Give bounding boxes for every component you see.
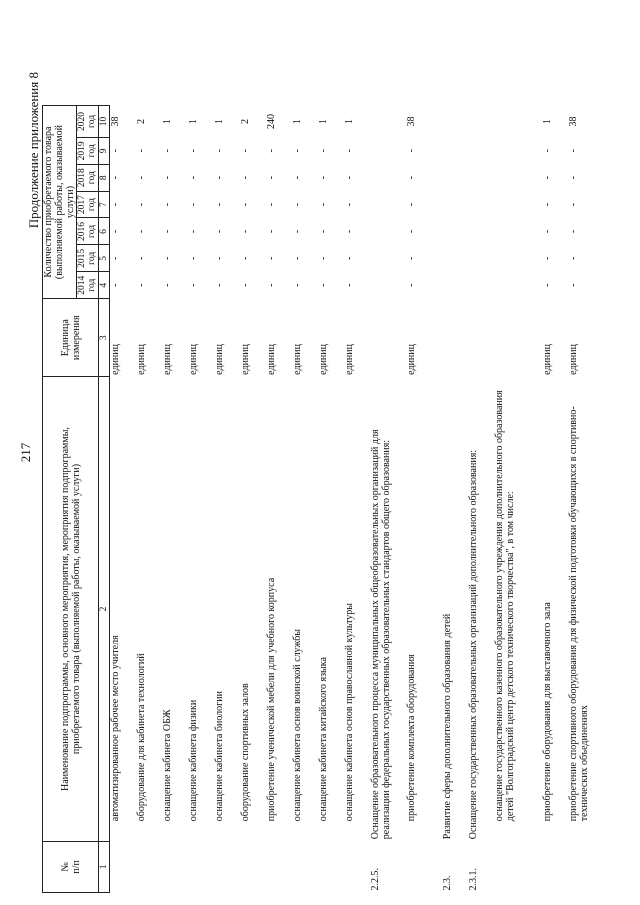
- row-value-7: -: [110, 202, 121, 207]
- row-value-4: -: [135, 283, 147, 287]
- row-unit: единиц: [405, 344, 417, 375]
- row-value-6: -: [187, 229, 199, 234]
- row-value-4: -: [343, 283, 355, 287]
- row-value-6: -: [567, 229, 579, 234]
- row-name: приобретение комплекта оборудования: [405, 654, 417, 822]
- row-value-10: 2: [135, 118, 147, 124]
- column-number-10: 10: [99, 106, 110, 138]
- table-row: [240, 106, 266, 893]
- header-unit: Единица измерения: [43, 299, 99, 377]
- header-year-4: 2018 год: [77, 164, 99, 191]
- row-number: [494, 841, 542, 892]
- row-name: Оснащение образовательного процесса муниципальных общеобразовательных организаций для реализации федеральных государственных образовательных стандартов общего образования:: [369, 429, 392, 840]
- row-value-8: -: [161, 176, 173, 180]
- row-value-9: -: [343, 149, 355, 153]
- table-row: [568, 106, 604, 893]
- row-value-10: [468, 106, 494, 138]
- row-number: [266, 841, 292, 892]
- row-unit: единиц: [541, 344, 553, 375]
- header-year-0: 2014 год: [77, 272, 99, 299]
- continuation-label: Продолжение приложения 8: [26, 72, 41, 229]
- row-value-5: -: [187, 256, 199, 260]
- row-value-7: -: [343, 202, 355, 207]
- table-row: [318, 106, 344, 893]
- row-value-6: -: [317, 229, 329, 234]
- row-name: оснащение кабинета биологии: [213, 691, 225, 822]
- row-value-8: -: [239, 176, 251, 180]
- header-quantity: Количество приобретаемого товара (выполняемой работы, оказываемой услуги): [43, 106, 77, 299]
- row-value-10: 2: [239, 118, 251, 124]
- row-name: оснащение кабинета китайского языка: [317, 657, 329, 822]
- row-value-9: [494, 137, 542, 164]
- row-value-5: -: [135, 256, 147, 260]
- row-value-5: -: [265, 256, 277, 260]
- row-value-7: -: [567, 202, 579, 207]
- row-value-5: -: [291, 256, 303, 260]
- row-value-5: [370, 245, 406, 272]
- row-name: оборудование спортивных залов: [239, 683, 251, 822]
- table-row: [188, 106, 214, 893]
- row-unit: [442, 299, 468, 377]
- row-value-7: -: [317, 202, 329, 207]
- row-number: [214, 841, 240, 892]
- table-row: [214, 106, 240, 893]
- row-value-5: [468, 245, 494, 272]
- row-name: приобретение спортивного оборудования для физической подготовки обучающихся в спортивно-технических объединениях: [567, 406, 590, 822]
- row-name: оборудование для кабинета технологий: [135, 653, 147, 822]
- row-number: 2.3.1.: [467, 868, 479, 891]
- row-value-10: 1: [541, 118, 553, 124]
- row-value-5: -: [239, 256, 251, 260]
- column-number-1: 1: [99, 841, 110, 892]
- row-value-5: -: [567, 256, 579, 260]
- row-name: оснащение государственного казенного образовательного учреждения дополнительного образования детей "Волгоградский центр детского технического творчества", в том числе:: [493, 390, 516, 822]
- header-year-1: 2015 год: [77, 245, 99, 272]
- row-value-6: [370, 218, 406, 245]
- column-number-4: 4: [99, 272, 110, 299]
- row-value-4: -: [567, 283, 579, 287]
- row-value-7: [468, 191, 494, 218]
- row-value-7: [494, 191, 542, 218]
- row-value-9: -: [135, 149, 147, 153]
- table-row: [468, 106, 494, 893]
- row-unit: единиц: [213, 344, 225, 375]
- table-row: [406, 106, 442, 893]
- row-value-10: 1: [343, 118, 355, 124]
- column-number-9: 9: [99, 137, 110, 164]
- row-value-4: -: [541, 283, 553, 287]
- row-unit: единиц: [135, 344, 147, 375]
- row-value-9: [468, 137, 494, 164]
- row-value-6: -: [405, 229, 417, 234]
- row-value-8: -: [110, 176, 121, 180]
- row-value-8: [370, 164, 406, 191]
- table-row: [292, 106, 318, 893]
- row-value-4: -: [239, 283, 251, 287]
- row-name: Развитие сферы дополнительного образования детей: [441, 613, 453, 840]
- row-name: приобретение оборудования для выставочного зала: [541, 602, 553, 822]
- page-number: 217: [18, 442, 33, 463]
- row-value-4: [442, 272, 468, 299]
- row-name: оснащение кабинета основ православной культуры: [343, 602, 355, 822]
- row-number: [568, 841, 604, 892]
- header-year-6: 2020 год: [77, 106, 99, 138]
- row-unit: [494, 299, 542, 377]
- row-value-4: -: [291, 283, 303, 287]
- table-row: [162, 106, 188, 893]
- row-value-5: -: [317, 256, 329, 260]
- row-value-10: 1: [291, 118, 303, 124]
- row-name: автоматизированное рабочее место учителя: [110, 635, 121, 822]
- row-value-9: [442, 137, 468, 164]
- row-value-7: -: [265, 202, 277, 207]
- table-row: [344, 106, 370, 893]
- row-value-7: -: [187, 202, 199, 207]
- row-value-8: -: [213, 176, 225, 180]
- row-unit: единиц: [110, 344, 121, 375]
- table-row: [442, 106, 468, 893]
- row-value-7: [442, 191, 468, 218]
- row-unit: единиц: [291, 344, 303, 375]
- row-value-10: 38: [110, 116, 121, 127]
- row-value-10: 240: [265, 113, 277, 129]
- row-name: оснащение кабинета основ воинской службы: [291, 628, 303, 822]
- row-value-5: -: [110, 256, 121, 260]
- row-value-4: -: [187, 283, 199, 287]
- row-number: [110, 841, 136, 892]
- row-value-9: -: [161, 149, 173, 153]
- header-name: Наименование подпрограммы, основного мероприятия, мероприятия подпрограммы, приобретаемого товара (выполняемой работы, оказываемой услуги): [43, 377, 99, 841]
- column-number-2: 2: [99, 377, 110, 841]
- row-value-7: -: [213, 202, 225, 207]
- row-value-8: -: [343, 176, 355, 180]
- row-value-9: -: [405, 149, 417, 153]
- row-number: [188, 841, 214, 892]
- row-number: [240, 841, 266, 892]
- row-unit: единиц: [317, 344, 329, 375]
- row-value-10: 1: [317, 118, 329, 124]
- header-year-2: 2016 год: [77, 218, 99, 245]
- row-value-9: -: [291, 149, 303, 153]
- column-number-7: 7: [99, 191, 110, 218]
- row-value-6: -: [135, 229, 147, 234]
- row-value-5: -: [343, 256, 355, 260]
- row-number: [318, 841, 344, 892]
- row-value-4: -: [161, 283, 173, 287]
- row-value-10: [494, 106, 542, 138]
- row-value-8: -: [291, 176, 303, 180]
- row-value-7: -: [291, 202, 303, 207]
- row-value-10: [370, 106, 406, 138]
- procurement-table: [42, 105, 604, 893]
- row-unit: единиц: [343, 344, 355, 375]
- row-value-5: -: [405, 256, 417, 260]
- header-year-5: 2019 год: [77, 137, 99, 164]
- table-row: [542, 106, 568, 893]
- row-unit: единиц: [265, 344, 277, 375]
- table-row: [136, 106, 162, 893]
- row-value-7: -: [239, 202, 251, 207]
- row-number: [136, 841, 162, 892]
- row-name: оснащение кабинета физики: [187, 699, 199, 822]
- row-value-8: [494, 164, 542, 191]
- row-value-5: -: [213, 256, 225, 260]
- row-value-4: -: [110, 283, 121, 287]
- row-value-5: -: [161, 256, 173, 260]
- header-year-3: 2017 год: [77, 191, 99, 218]
- row-number: [162, 841, 188, 892]
- row-value-7: -: [405, 202, 417, 207]
- row-number: [292, 841, 318, 892]
- row-unit: [370, 299, 406, 377]
- row-value-6: -: [239, 229, 251, 234]
- row-value-5: -: [541, 256, 553, 260]
- row-value-4: [370, 272, 406, 299]
- row-value-4: [468, 272, 494, 299]
- row-value-6: -: [265, 229, 277, 234]
- row-value-8: -: [567, 176, 579, 180]
- row-value-8: -: [135, 176, 147, 180]
- row-name: приобретение ученической мебели для учебного корпуса: [265, 577, 277, 822]
- row-value-6: -: [161, 229, 173, 234]
- table-row: [110, 106, 136, 893]
- row-value-5: [494, 245, 542, 272]
- table-row: [370, 106, 406, 893]
- row-unit: единиц: [161, 344, 173, 375]
- row-value-9: -: [213, 149, 225, 153]
- row-name: Оснащение государственных образовательных организаций дополнительного образования:: [467, 449, 479, 840]
- row-value-6: -: [343, 229, 355, 234]
- table-row: [266, 106, 292, 893]
- row-value-10: 1: [187, 118, 199, 124]
- row-value-6: -: [213, 229, 225, 234]
- row-value-8: [442, 164, 468, 191]
- row-value-4: -: [317, 283, 329, 287]
- column-numbers-row: [99, 106, 110, 893]
- header-num: № п/п: [43, 841, 99, 892]
- row-value-6: [442, 218, 468, 245]
- row-unit: единиц: [567, 344, 579, 375]
- column-number-3: 3: [99, 299, 110, 377]
- row-value-7: -: [541, 202, 553, 207]
- row-value-4: -: [213, 283, 225, 287]
- row-value-6: -: [110, 229, 121, 234]
- row-value-9: -: [567, 149, 579, 153]
- row-value-7: [370, 191, 406, 218]
- row-number: [542, 841, 568, 892]
- row-value-8: -: [265, 176, 277, 180]
- row-number: 2.3.: [441, 875, 453, 891]
- row-value-9: -: [541, 149, 553, 153]
- row-unit: [468, 299, 494, 377]
- row-unit: единиц: [239, 344, 251, 375]
- row-value-9: -: [239, 149, 251, 153]
- row-value-6: -: [541, 229, 553, 234]
- row-value-7: -: [161, 202, 173, 207]
- column-number-8: 8: [99, 164, 110, 191]
- row-value-7: -: [135, 202, 147, 207]
- row-value-10: 1: [161, 118, 173, 124]
- row-name: оснащение кабинета ОБЖ: [161, 709, 173, 822]
- row-number: 2.2.5.: [369, 868, 381, 891]
- row-value-8: -: [187, 176, 199, 180]
- row-value-9: -: [187, 149, 199, 153]
- row-value-9: -: [110, 149, 121, 153]
- row-value-9: -: [317, 149, 329, 153]
- row-value-8: [468, 164, 494, 191]
- row-unit: единиц: [187, 344, 199, 375]
- row-value-9: -: [265, 149, 277, 153]
- row-value-5: [442, 245, 468, 272]
- column-number-5: 5: [99, 245, 110, 272]
- row-value-10: 38: [405, 116, 417, 127]
- row-value-6: [468, 218, 494, 245]
- table-row: [494, 106, 542, 893]
- row-value-6: [494, 218, 542, 245]
- row-value-8: -: [405, 176, 417, 180]
- row-value-10: 1: [213, 118, 225, 124]
- header-row: [43, 106, 77, 893]
- row-value-10: [442, 106, 468, 138]
- row-number: [406, 841, 442, 892]
- row-number: [344, 841, 370, 892]
- row-value-6: -: [291, 229, 303, 234]
- row-value-4: [494, 272, 542, 299]
- row-value-8: -: [317, 176, 329, 180]
- row-value-9: [370, 137, 406, 164]
- row-value-4: -: [265, 283, 277, 287]
- row-value-8: -: [541, 176, 553, 180]
- row-value-10: 38: [567, 116, 579, 127]
- column-number-6: 6: [99, 218, 110, 245]
- row-value-4: -: [405, 283, 417, 287]
